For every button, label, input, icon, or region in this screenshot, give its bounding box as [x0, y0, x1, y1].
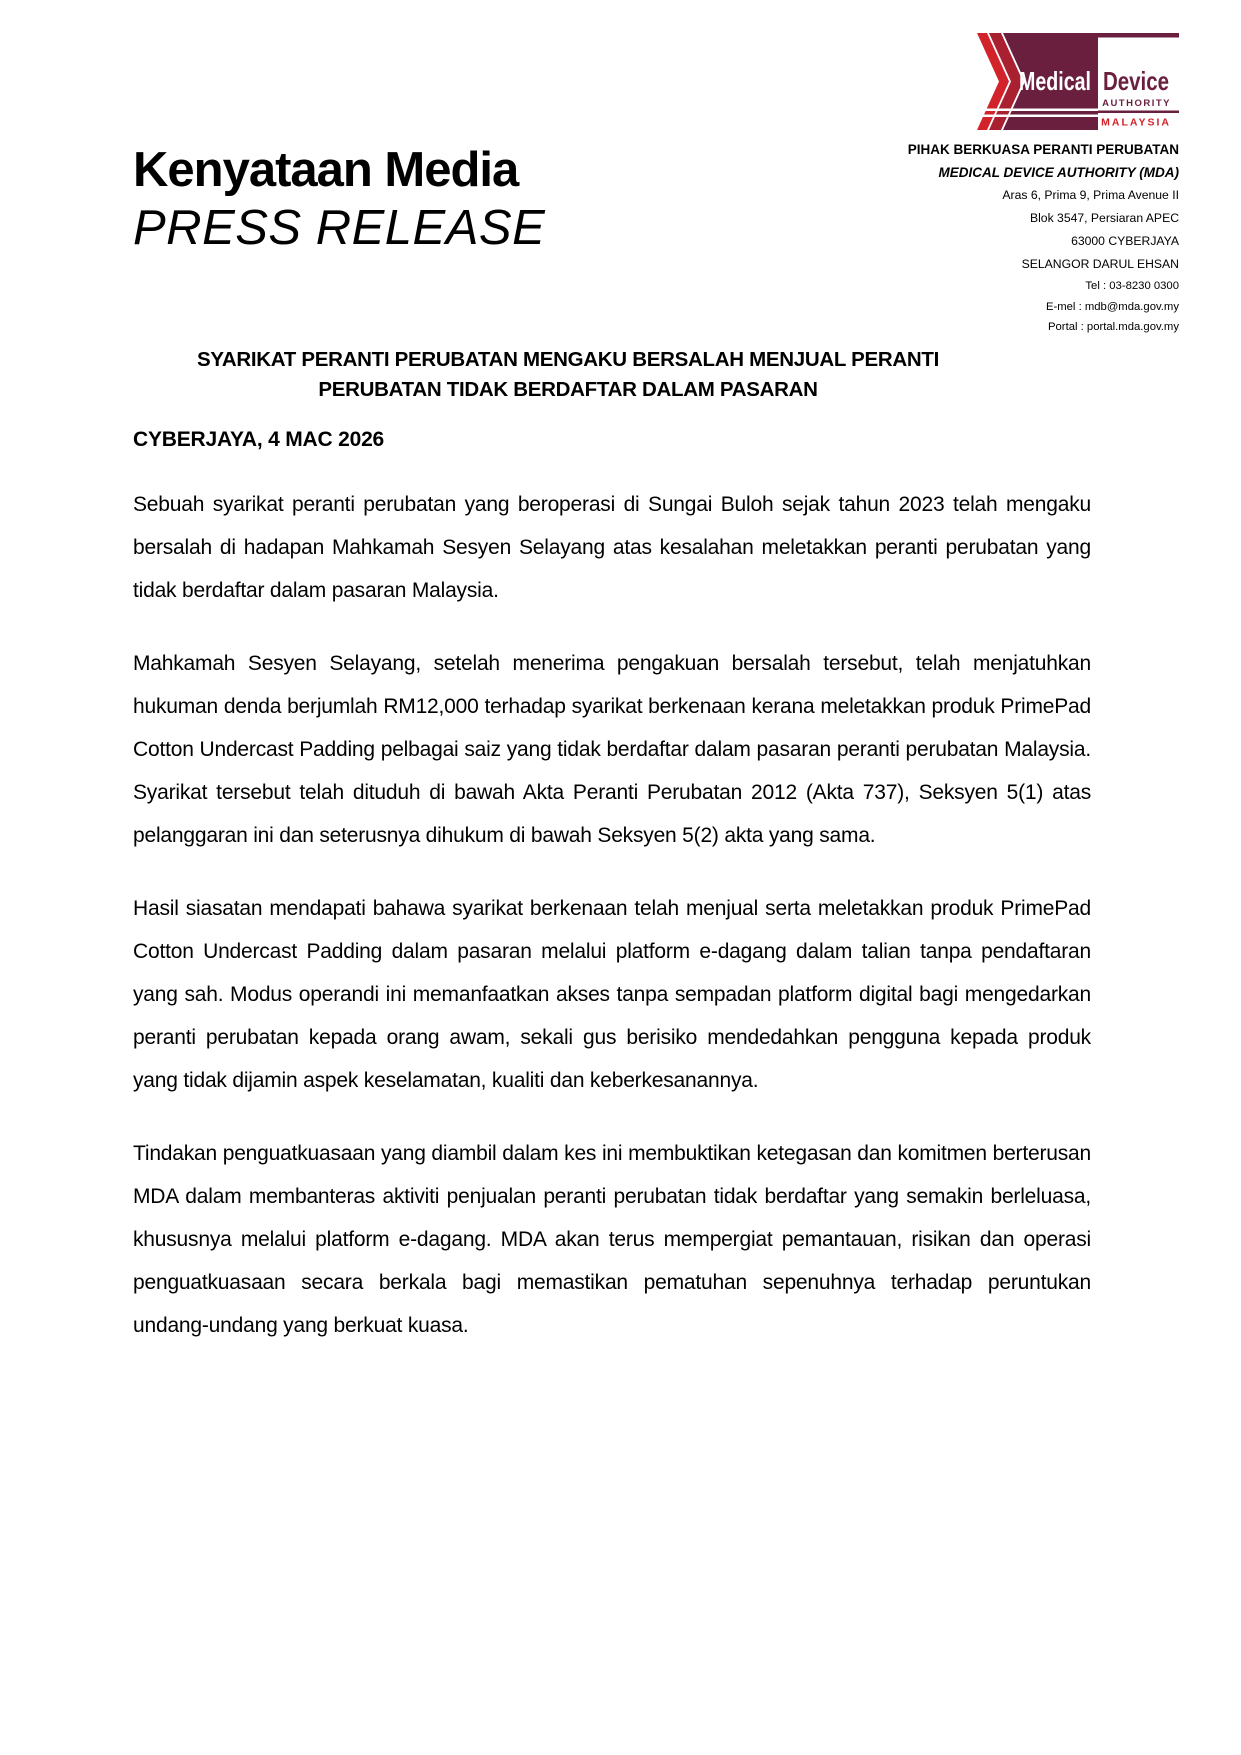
headline: SYARIKAT PERANTI PERUBATAN MENGAKU BERSALAH MENJUAL PERANTI PERUBATAN TIDAK BERDAFTAR DALAM PASARAN [197, 348, 939, 401]
paragraph-3: Hasil siasatan mendapati bahawa syarikat berkenaan telah menjual serta meletakkan produk PrimePad Cotton Undercast Padding dalam pasaran melalui platform e-dagang dalam talian tanpa pendaftaran yang sah. Modus operandi ini memanfaatkan akses tanpa sempadan platform digital bagi mengedarkan peranti perubatan kepada orang awam, sekali gus berisiko mendedahkan pengguna kepada produk yang tidak dijamin aspek keselamatan, kualiti dan keberkesanannya. [133, 897, 1091, 1092]
org-address-line-3: 63000 CYBERJAYA [1071, 234, 1179, 248]
dateline: CYBERJAYA, 4 MAC 2026 [133, 428, 385, 451]
org-name-english: MEDICAL DEVICE AUTHORITY (MDA) [938, 165, 1179, 180]
mda-logo [977, 33, 1179, 130]
org-address-line-2: Blok 3547, Persiaran APEC [1029, 211, 1179, 225]
paragraph-1: Sebuah syarikat peranti perubatan yang beroperasi di Sungai Buloh sejak tahun 2023 telah mengaku bersalah di hadapan Mahkamah Sesyen Selayang atas kesalahan meletakkan peranti perubatan yang tidak berdaftar dalam pasaran Malaysia. [133, 493, 1091, 602]
paragraph-4: Tindakan penguatkuasaan yang diambil dalam kes ini membuktikan ketegasan dan komitmen berterusan MDA dalam membanteras aktiviti penjualan peranti perubatan tidak berdaftar yang semakin berleluasa, khususnya melalui platform e-dagang. MDA akan terus mempergiat pemantauan, risikan dan operasi penguatkuasaan secara berkala bagi memastikan pematuhan sepenuhnya terhadap peruntukan undang-undang yang berkuat kuasa. [133, 1142, 1091, 1337]
masthead-title-english: PRESS RELEASE [133, 201, 546, 255]
paragraph-2: Mahkamah Sesyen Selayang, setelah menerima pengakuan bersalah tersebut, telah menjatuhkan hukuman denda berjumlah RM12,000 terhadap syarikat berkenaan kerana meletakkan produk PrimePad Cotton Undercast Padding pelbagai saiz yang tidak berdaftar dalam pasaran peranti perubatan Malaysia. Syarikat tersebut telah dituduh di bawah Akta Peranti Perubatan 2012 (Akta 737), Seksyen 5(1) atas pelanggaran ini dan seterusnya dihukum di bawah Seksyen 5(2) akta yang sama. [133, 652, 1091, 847]
org-telephone: Tel : 03-8230 0300 [1085, 280, 1179, 292]
org-address-line-1: Aras 6, Prima 9, Prima Avenue II [1002, 188, 1179, 202]
masthead [133, 141, 545, 257]
logo-word-authority: AUTHORITY [1102, 98, 1171, 109]
press-release-body [0, 345, 1241, 1347]
letterhead [0, 0, 1241, 345]
org-name-malay: PIHAK BERKUASA PERANTI PERUBATAN [907, 142, 1179, 157]
logo-word-malaysia: MALAYSIA [1101, 116, 1171, 129]
org-email: E-mel : mdb@mda.gov.my [1045, 300, 1179, 313]
org-portal: Portal : portal.mda.gov.my [1047, 321, 1179, 333]
logo-word-medical: Medical [1019, 66, 1091, 96]
logo-word-device: Device [1103, 66, 1169, 96]
org-block [908, 33, 1179, 338]
masthead-title-malay: Kenyataan Media [133, 143, 519, 197]
logo-separator-rule [1098, 111, 1179, 114]
org-address-line-4: SELANGOR DARUL EHSAN [1021, 257, 1179, 271]
